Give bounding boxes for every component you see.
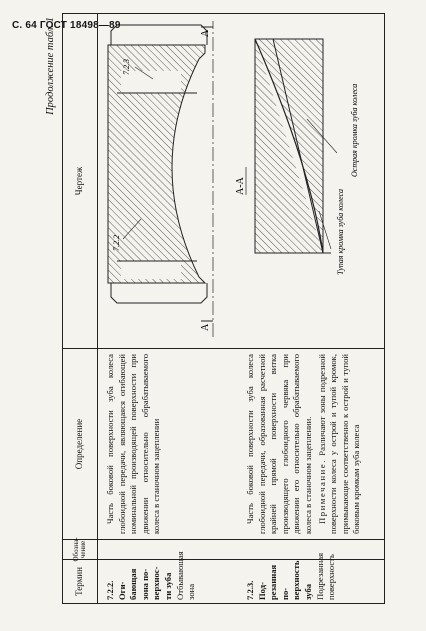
label-7-2-2: 7.2.2: [112, 235, 121, 251]
column-header-term: Термин: [74, 567, 85, 596]
definition-note: [317, 354, 363, 534]
note-label: Примечание.: [316, 458, 327, 524]
term-title: Оги-бающая зона по-верхнос-ти зуба: [116, 566, 173, 600]
column-header-drawing: Чертеж: [74, 166, 85, 196]
term-title: Под-резанная по-верхность зуба: [256, 560, 313, 600]
column-header-definition: Определение: [74, 418, 85, 470]
term-synonym: Подрезанная поверхность: [314, 552, 337, 600]
sharp-edge-label: Острая кромка зуба колеса: [350, 83, 359, 177]
section-mark-left: А: [200, 323, 211, 331]
column-divider-3: [63, 348, 384, 349]
label-7-2-3: 7.2.3: [122, 59, 131, 75]
tooth-plan-view: [108, 21, 213, 337]
tooth-section-view: [235, 39, 359, 275]
page-header: С. 64 ГОСТ 18498—89: [12, 20, 121, 31]
term-number: 7.2.3.: [245, 580, 255, 600]
header-divider: [97, 14, 98, 603]
blunt-edge-label: Тупая кромка зуба колеса: [336, 189, 345, 275]
term-number: 7.2.2.: [105, 580, 115, 600]
definition-cell-7-2-3: [245, 354, 363, 534]
section-mark-right: А: [200, 29, 211, 37]
rotated-table-area: [45, 13, 385, 604]
gear-tooth-drawing: [105, 17, 385, 345]
note-text: Различают зоны подрезной поверхности колеса у острой и тупой кромок, примыкающие соответственно к острой и тупой боковым кромкам зуба колеса: [316, 354, 362, 534]
definition-text: Часть боковой поверхности зуба колеса глобоидной передачи, образованная расчетной крайней прямой поверхности витка производящего глобоидного червяка при движении его относительно обрабатываемого колеса в станочном зацеплении.: [245, 354, 313, 534]
term-synonym: Отбывающая зона: [174, 551, 197, 600]
section-label: А-А: [235, 177, 246, 195]
term-cell-7-2-3: [245, 552, 338, 600]
term-cell-7-2-2: [105, 551, 198, 600]
column-divider-2: [63, 539, 384, 540]
definition-cell-7-2-2: Часть боковой поверхности зуба колеса глобоидной передачи, являющаяся огибающей номинальной производящей поверхности при движении относительно обрабатываемого колеса в станочном зацеплении: [105, 354, 162, 534]
column-header-designation: Обозна-чение: [71, 537, 87, 562]
terms-table: [62, 13, 385, 604]
table-continuation-label: Продолжение табл. 1: [45, 17, 56, 115]
